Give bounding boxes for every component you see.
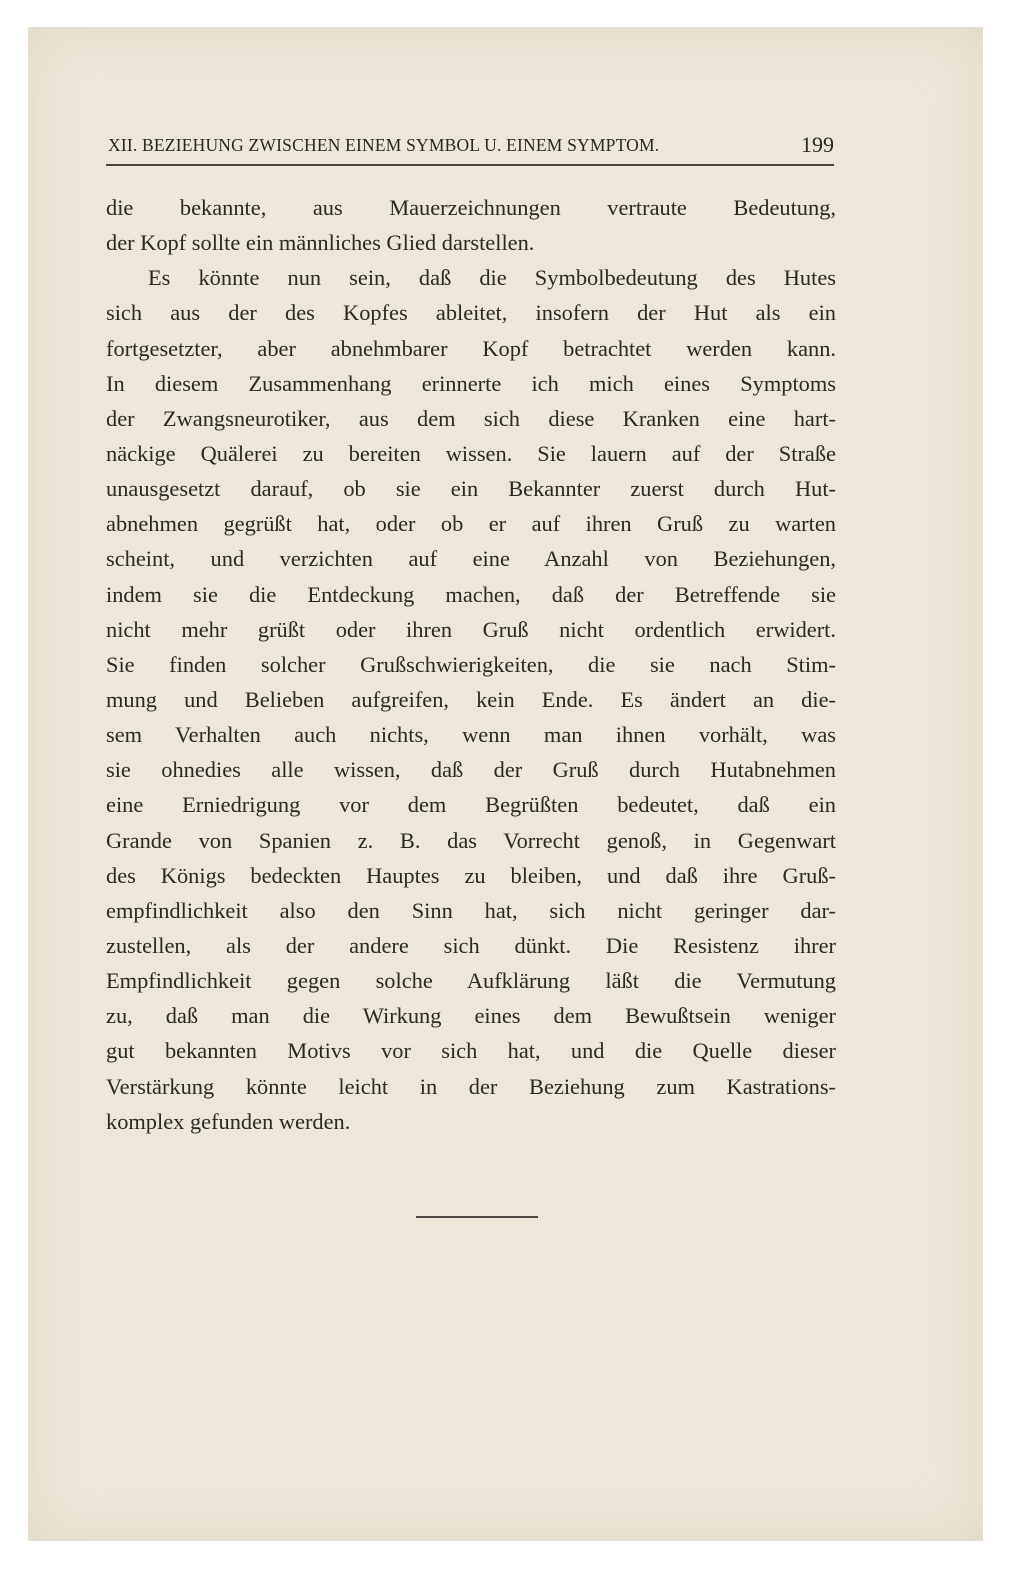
text-line: Empfindlichkeit gegen solche Aufklärung läßt die Vermutung bbox=[106, 968, 836, 994]
text-line: der Kopf sollte ein männliches Glied darstellen. bbox=[106, 230, 535, 256]
text-line: Verstärkung könnte leicht in der Beziehung zum Kastrations- bbox=[106, 1073, 836, 1099]
text-line: komplex gefunden werden. bbox=[106, 1108, 351, 1134]
text-line: nicht mehr grüßt oder ihren Gruß nicht ordentlich erwidert. bbox=[106, 616, 836, 642]
text-line: die bekannte, aus Mauerzeichnungen vertraute Bedeutung, bbox=[106, 195, 836, 220]
text-line: näckige Quälerei zu bereiten wissen. Sie lauern auf der Straße bbox=[106, 440, 836, 466]
text-line: gut bekannten Motivs vor sich hat, und die Quelle dieser bbox=[106, 1038, 836, 1064]
text-line: empfindlichkeit also den Sinn hat, sich nicht geringer dar- bbox=[106, 897, 836, 923]
text-line: zu, daß man die Wirkung eines dem Bewußtsein weniger bbox=[106, 1003, 836, 1029]
text-line: sie ohnedies alle wissen, daß der Gruß durch Hutabnehmen bbox=[106, 757, 836, 783]
running-header bbox=[108, 130, 834, 162]
text-line: der Zwangsneurotiker, aus dem sich diese Kranken eine hart- bbox=[106, 405, 836, 431]
text-line: indem sie die Entdeckung machen, daß der Betreffende sie bbox=[106, 581, 836, 607]
text-line: des Königs bedeckten Hauptes zu bleiben, und daß ihre Gruß- bbox=[106, 862, 836, 888]
text-line: Grande von Spanien z. B. das Vorrecht genoß, in Gegenwart bbox=[106, 827, 836, 853]
section-end-rule bbox=[416, 1216, 538, 1218]
text-line: sich aus der des Kopfes ableitet, insofern der Hut als ein bbox=[106, 300, 836, 326]
text-line: eine Erniedrigung vor dem Begrüßten bedeutet, daß ein bbox=[106, 792, 836, 818]
text-line: mung und Belieben aufgreifen, kein Ende. Es ändert an die- bbox=[106, 686, 836, 712]
header-rule bbox=[106, 164, 834, 166]
text-line: In diesem Zusammenhang erinnerte ich mich eines Symptoms bbox=[106, 370, 836, 396]
page-number: 199 bbox=[801, 132, 834, 157]
text-line: scheint, und verzichten auf eine Anzahl von Beziehungen, bbox=[106, 546, 836, 572]
text-line: zustellen, als der andere sich dünkt. Die Resistenz ihrer bbox=[106, 932, 836, 958]
text-line: Es könnte nun sein, daß die Symbolbedeutung des Hutes bbox=[148, 265, 836, 291]
text-line: unausgesetzt darauf, ob sie ein Bekannter zuerst durch Hut- bbox=[106, 476, 836, 502]
body-text bbox=[106, 190, 836, 1139]
text-line: Sie finden solcher Grußschwierigkeiten, die sie nach Stim- bbox=[106, 651, 836, 677]
chapter-title: XII. BEZIEHUNG ZWISCHEN EINEM SYMBOL U. EINEM SYMPTOM. bbox=[108, 135, 660, 155]
text-line: abnehmen gegrüßt hat, oder ob er auf ihren Gruß zu warten bbox=[106, 511, 836, 537]
text-line: sem Verhalten auch nichts, wenn man ihnen vorhält, was bbox=[106, 722, 836, 748]
text-line: fortgesetzter, aber abnehmbarer Kopf betrachtet werden kann. bbox=[106, 335, 836, 361]
